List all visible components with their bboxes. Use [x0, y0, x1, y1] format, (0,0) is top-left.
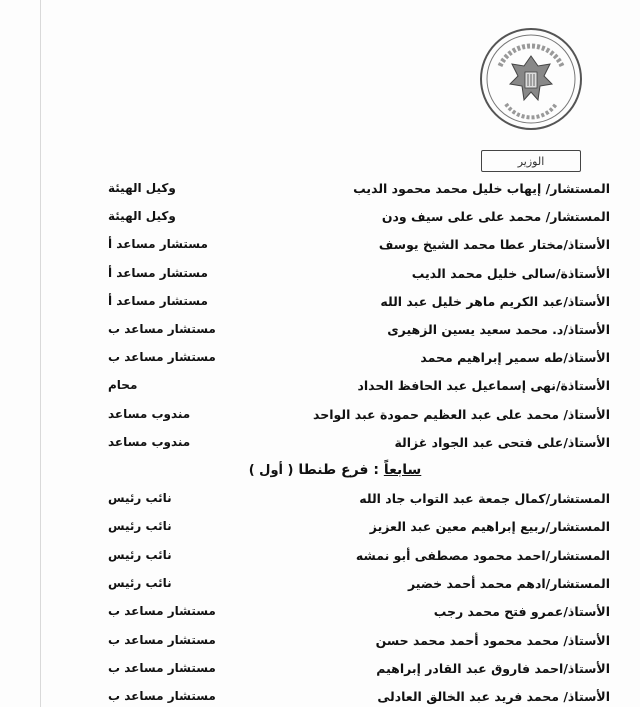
page-edge-line: [40, 0, 41, 707]
staff-title: مستشار مساعد ب: [108, 350, 216, 365]
staff-name: الأستاذ/ محمد محمود أحمد محمد حسن: [375, 632, 610, 648]
staff-name: المستشار/ إيهاب خليل محمد محمود الديب: [353, 181, 610, 196]
staff-name: الأستاذ/عمرو فتح محمد رجب: [433, 604, 610, 620]
staff-row: [50, 350, 610, 372]
staff-row: [50, 661, 610, 683]
staff-row: [50, 181, 610, 203]
ministry-seal-logo: [478, 26, 584, 132]
staff-row: [50, 435, 610, 457]
section-heading-main: : فرع طنطا: [298, 462, 379, 478]
staff-title: نائب رئيس: [108, 519, 172, 534]
staff-row: [50, 633, 610, 655]
staff-name: المستشار/كمال جمعة عبد التواب جاد الله: [359, 491, 610, 506]
staff-title: مستشار مساعد ب: [108, 660, 216, 675]
staff-name: المستشار/احمد محمود مصطفى أبو نمشه: [355, 547, 610, 563]
staff-name: الأستاذة/سالى خليل محمد الديب: [411, 265, 610, 281]
staff-row: [50, 294, 610, 316]
staff-title: مستشار مساعد أ: [108, 265, 208, 280]
staff-row: [50, 519, 610, 541]
staff-name: الأستاذ/ محمد فريد عبد الخالق العادلى: [377, 689, 610, 705]
staff-name: الأستاذ/احمد فاروق عبد القادر إبراهيم: [376, 660, 610, 676]
section-heading-tanta-branch: [230, 462, 440, 486]
staff-row: [50, 209, 610, 231]
staff-name: المستشار/ادهم محمد أحمد خضير: [407, 575, 610, 591]
staff-title: وكيل الهيئة: [108, 209, 176, 224]
staff-row: [50, 576, 610, 598]
staff-row: [50, 689, 610, 711]
staff-title: نائب رئيس: [108, 547, 172, 562]
minister-label-box: [481, 150, 581, 172]
staff-title: مستشار مساعد أ: [108, 293, 208, 308]
staff-name: الأستاذ/عبد الكريم ماهر خليل عبد الله: [380, 293, 610, 309]
staff-name: الأستاذ/على فتحى عبد الجواد غزالة: [394, 434, 610, 450]
staff-name: الأستاذ/د. محمد سعيد يسين الزهيرى: [387, 322, 610, 337]
staff-name: الأستاذ/ محمد على عبد العظيم حمودة عبد الواحد: [313, 406, 610, 422]
staff-name: الأستاذة/نهى إسماعيل عبد الحافظ الحداد: [357, 378, 610, 394]
section-heading-paren: ( أول ): [248, 463, 294, 478]
section-heading-prefix: سابعاً: [383, 462, 422, 478]
staff-name: المستشار/ربيع إبراهيم معين عبد العزيز: [369, 519, 610, 535]
staff-row: [50, 237, 610, 259]
staff-row: [50, 378, 610, 400]
staff-row: [50, 604, 610, 626]
staff-title: مستشار مساعد أ: [108, 237, 208, 252]
staff-row: [50, 491, 610, 513]
staff-row: [50, 548, 610, 570]
staff-title: نائب رئيس: [108, 575, 172, 590]
staff-row: [50, 266, 610, 288]
staff-title: محام: [108, 378, 138, 393]
staff-title: مستشار مساعد ب: [108, 604, 216, 619]
staff-title: مستشار مساعد ب: [108, 689, 216, 704]
minister-label: الوزير: [517, 154, 545, 168]
staff-title: مندوب مساعد: [108, 406, 191, 421]
staff-row: [50, 322, 610, 344]
staff-row: [50, 407, 610, 429]
staff-title: مندوب مساعد: [108, 434, 191, 449]
staff-title: مستشار مساعد ب: [108, 322, 216, 336]
staff-title: مستشار مساعد ب: [108, 632, 216, 647]
staff-title: نائب رئيس: [108, 491, 172, 505]
staff-title: وكيل الهيئة: [108, 181, 176, 195]
staff-name: الأستاذ/مختار عطا محمد الشيخ يوسف: [378, 237, 610, 253]
staff-name: الأستاذ/طه سمير إبراهيم محمد: [420, 350, 610, 366]
staff-name: المستشار/ محمد على على سيف ودن: [381, 209, 610, 225]
